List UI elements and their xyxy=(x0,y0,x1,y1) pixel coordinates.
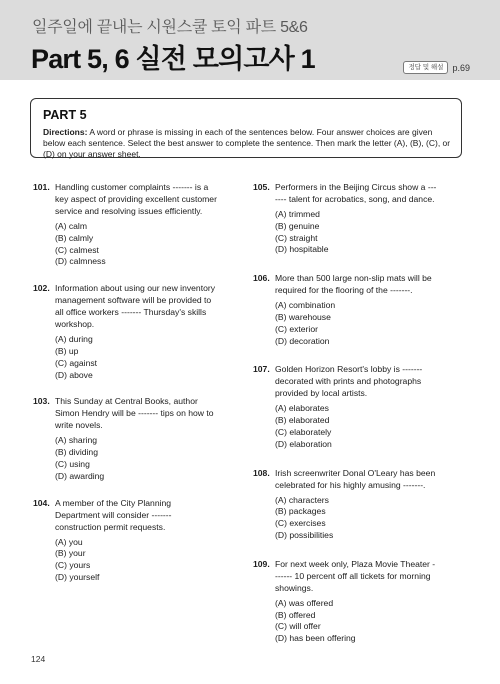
answer-options xyxy=(55,537,218,584)
answer-option: (C) straight xyxy=(275,232,318,243)
answer-option: (B) calmly xyxy=(55,232,94,243)
answer-option: (A) characters xyxy=(275,494,329,505)
question-text: This Sunday at Central Books, author Simon Hendry will be ------- tips on how to write novels. xyxy=(55,396,214,431)
answer-badge: 정답 및 해설 xyxy=(403,61,448,74)
answer-option: (A) you xyxy=(55,536,83,547)
answer-option: (A) calm xyxy=(55,221,87,231)
answer-option: (B) offered xyxy=(275,609,316,620)
answer-option: (D) yourself xyxy=(55,571,100,582)
answer-option: (A) sharing xyxy=(55,435,98,446)
question-text: Information about using our new inventory management software will be provided to all office workers ------- Thursday's skills workshop. xyxy=(55,283,216,330)
answer-option: (C) against xyxy=(55,357,98,368)
answer-page-ref: p.69 xyxy=(452,62,470,73)
series-title: 일주일에 끝내는 시원스쿨 토익 파트 5&6 xyxy=(32,19,308,36)
answer-option: (B) dividing xyxy=(55,447,98,458)
question-number: 109. xyxy=(253,558,270,569)
answer-option: (A) trimmed xyxy=(275,209,320,219)
question-item xyxy=(33,497,218,584)
answer-options xyxy=(275,300,438,347)
question-number: 103. xyxy=(33,396,50,407)
answer-options xyxy=(275,598,438,645)
question-text: More than 500 large non-slip mats will be required for the flooring of the -------. xyxy=(275,273,432,296)
question-number: 107. xyxy=(253,364,270,375)
answer-option: (A) was offered xyxy=(275,597,334,608)
question-text: Performers in the Beijing Circus show a ------- talent for acrobatics, song, and dance. xyxy=(275,182,437,204)
answer-options xyxy=(55,334,218,381)
question-item xyxy=(33,282,218,381)
answer-option: (D) above xyxy=(55,369,93,380)
answer-options xyxy=(55,435,218,482)
question-number: 101. xyxy=(33,182,50,192)
question-number: 105. xyxy=(253,182,270,192)
answer-option: (D) awarding xyxy=(55,470,105,481)
question-text: Irish screenwriter Donal O'Leary has been celebrated for his highly amusing -------. xyxy=(275,467,436,490)
answer-option: (D) calmness xyxy=(55,256,106,267)
answer-reference xyxy=(403,61,470,74)
question-item xyxy=(253,272,438,347)
answer-option: (D) possibilities xyxy=(275,529,334,540)
answer-option: (A) elaborates xyxy=(275,403,329,414)
answer-option: (D) hospitable xyxy=(275,244,329,255)
question-number: 102. xyxy=(33,283,50,294)
left-question-column xyxy=(33,181,218,598)
directions-body: A word or phrase is missing in each of the sentences below. Four answer choices are given below each sentence. Select the best answer to complete the sentence. Then mark the letter (A), (B), (C), or (D) on your answer sheet. xyxy=(43,127,451,159)
answer-option: (D) elaboration xyxy=(275,438,332,449)
part-title: PART 5 xyxy=(43,108,87,122)
answer-option: (A) during xyxy=(55,334,93,345)
answer-options xyxy=(55,221,218,268)
question-text: For next week only, Plaza Movie Theater ------- 10 percent off all tickets for morning showings. xyxy=(275,558,436,593)
answer-option: (C) using xyxy=(55,458,90,469)
page-header xyxy=(0,0,500,80)
question-item xyxy=(33,395,218,482)
directions-label: Directions: xyxy=(43,127,88,137)
question-number: 106. xyxy=(253,273,270,284)
answer-option: (B) warehouse xyxy=(275,311,331,322)
answer-option: (B) up xyxy=(55,345,79,356)
answer-options xyxy=(275,495,438,542)
question-item xyxy=(253,363,438,450)
question-number: 104. xyxy=(33,497,50,508)
directions-text xyxy=(43,127,453,160)
directions-box xyxy=(30,98,462,158)
answer-option: (B) packages xyxy=(275,506,326,517)
answer-option: (C) calmest xyxy=(55,244,99,255)
question-text: Golden Horizon Resort's lobby is ------- decorated with prints and photographs provided by local artists. xyxy=(275,364,423,399)
question-item xyxy=(253,558,438,645)
answer-options xyxy=(275,403,438,450)
answer-option: (C) exercises xyxy=(275,518,326,529)
answer-option: (D) has been offering xyxy=(275,633,356,644)
answer-options xyxy=(275,209,438,256)
answer-option: (C) exterior xyxy=(275,323,318,334)
page-number: 124 xyxy=(31,654,46,664)
answer-option: (C) will offer xyxy=(275,621,321,632)
question-item xyxy=(253,467,438,542)
question-item xyxy=(33,181,218,268)
answer-option: (B) your xyxy=(55,548,86,559)
right-question-column xyxy=(253,181,438,661)
answer-option: (B) elaborated xyxy=(275,415,330,426)
answer-option: (C) elaborately xyxy=(275,426,332,437)
page-title: Part 5, 6 실전 모의고사 1 xyxy=(31,44,315,74)
answer-option: (A) combination xyxy=(275,300,336,311)
question-number: 108. xyxy=(253,467,270,478)
question-text: Handling customer complaints ------- is a key aspect of providing excellent customer service and resolving issues efficiently. xyxy=(55,182,217,216)
answer-option: (D) decoration xyxy=(275,335,330,346)
question-item xyxy=(253,181,438,256)
answer-option: (C) yours xyxy=(55,560,91,571)
question-text: A member of the City Planning Department will consider ------- construction permit requests. xyxy=(55,497,172,532)
answer-option: (B) genuine xyxy=(275,220,320,231)
